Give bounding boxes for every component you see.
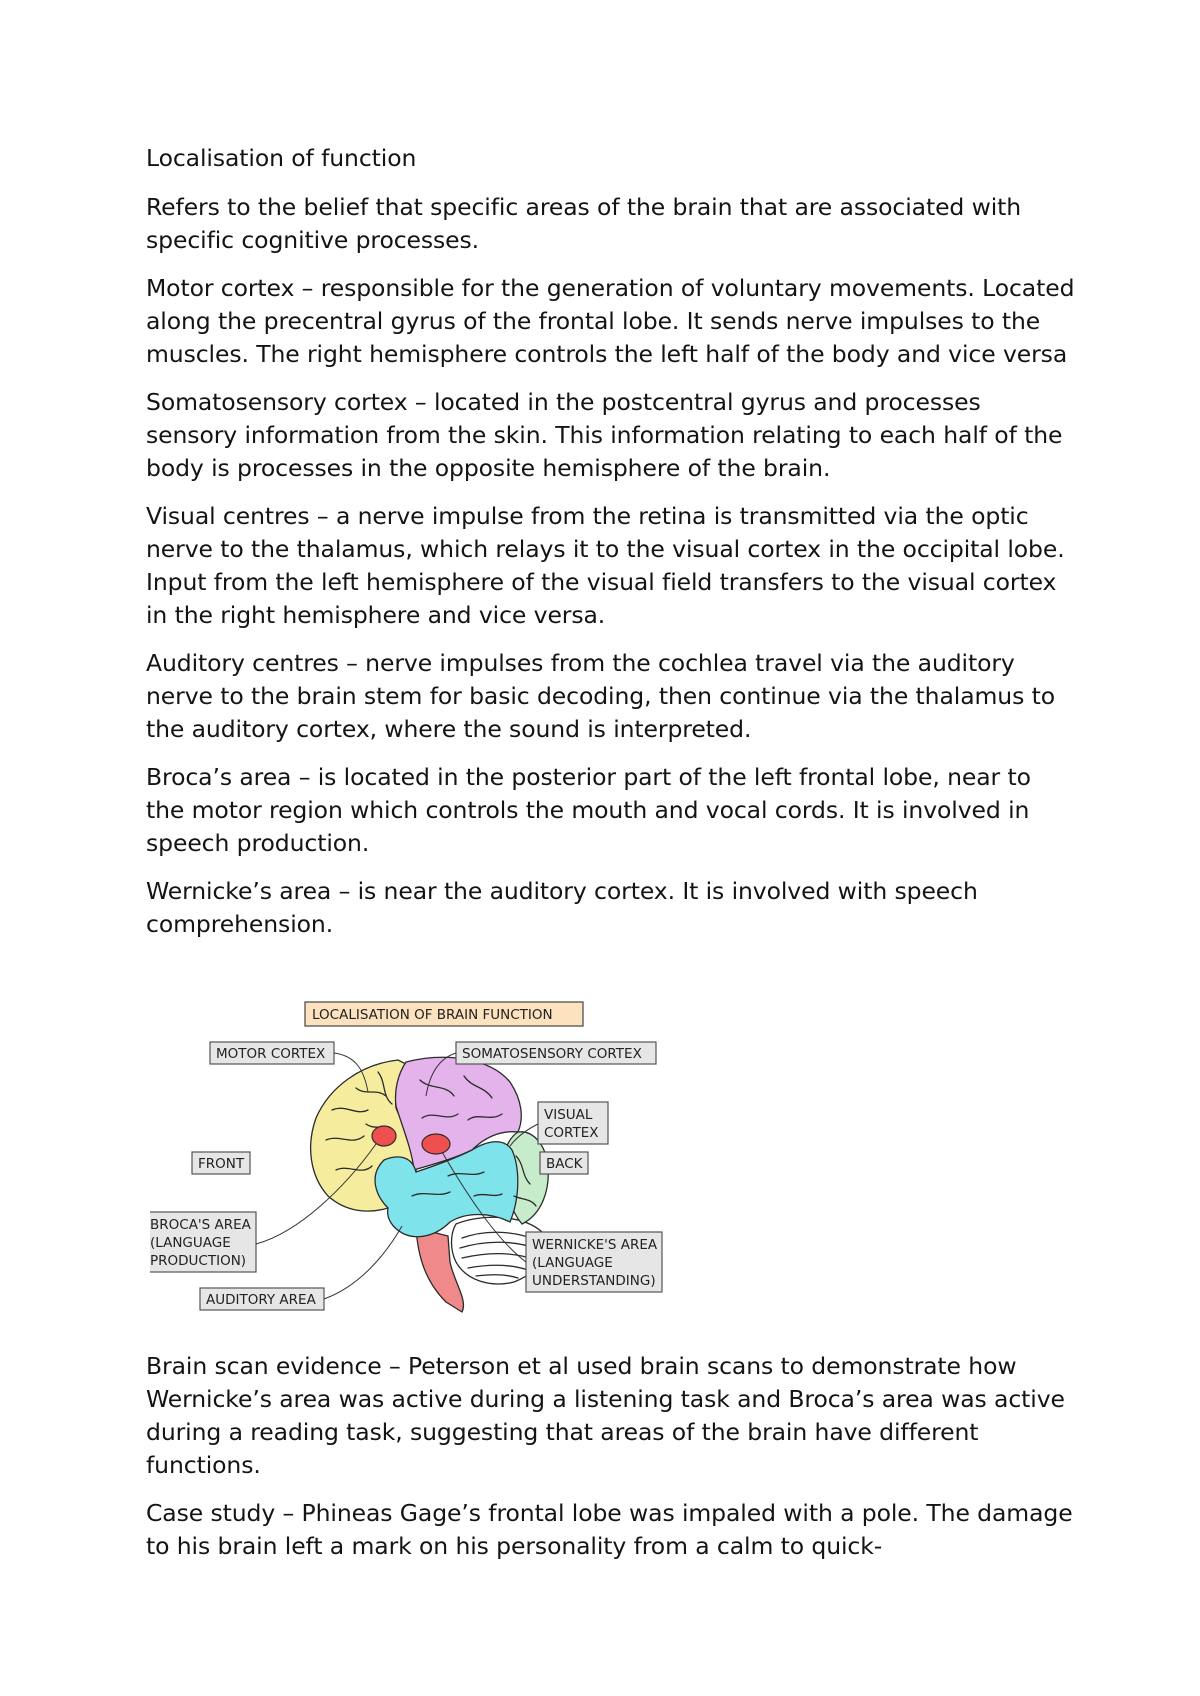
text-after-figure	[146, 1350, 1076, 1578]
label-front	[192, 1152, 250, 1174]
svg-text:PRODUCTION): PRODUCTION)	[150, 1253, 247, 1269]
svg-text:(LANGUAGE: (LANGUAGE	[150, 1235, 231, 1251]
wernickes-area-region	[422, 1134, 450, 1154]
svg-text:BACK: BACK	[546, 1156, 583, 1172]
figure-title	[305, 1002, 583, 1026]
paragraph-case-study: Case study – Phineas Gage’s frontal lobe was impaled with a pole. The damage to his brain left a mark on his personality from a calm to quick-	[146, 1499, 1073, 1560]
svg-text:FRONT: FRONT	[198, 1156, 245, 1172]
svg-text:CORTEX: CORTEX	[544, 1125, 599, 1141]
label-back	[540, 1152, 588, 1174]
svg-text:UNDERSTANDING): UNDERSTANDING)	[532, 1273, 656, 1289]
figure-title-text: LOCALISATION OF BRAIN FUNCTION	[312, 1007, 553, 1023]
paragraph-somatosensory-cortex: Somatosensory cortex – located in the postcentral gyrus and processes sensory information from the skin. This information relating to each half of the body is processes in the opposite hemisphere of the brain.	[146, 388, 1063, 482]
paragraph-brain-scan-evidence: Brain scan evidence – Peterson et al used brain scans to demonstrate how Wernicke’s area was active during a listening task and Broca’s area was active during a reading task, suggesting that areas of the brain have different functions.	[146, 1352, 1065, 1479]
paragraph-brocas-area: Broca’s area – is located in the posterior part of the left frontal lobe, near to the motor region which controls the mouth and vocal cords. It is involved in speech production.	[146, 763, 1031, 857]
brocas-area-region	[372, 1126, 396, 1146]
svg-text:SOMATOSENSORY CORTEX: SOMATOSENSORY CORTEX	[462, 1046, 642, 1062]
svg-text:VISUAL: VISUAL	[544, 1107, 593, 1123]
document-title: Localisation of function	[146, 144, 417, 172]
brain-diagram-figure	[150, 1000, 730, 1335]
paragraph-visual-centres: Visual centres – a nerve impulse from the retina is transmitted via the optic nerve to the thalamus, which relays it to the visual cortex in the occipital lobe. Input from the left hemisphere of the visual field transfers to the visual cortex in the right hemisphere and vice versa.	[146, 502, 1065, 629]
brain-diagram	[150, 1000, 730, 1335]
svg-text:(LANGUAGE: (LANGUAGE	[532, 1255, 613, 1271]
svg-text:AUDITORY AREA: AUDITORY AREA	[206, 1292, 316, 1308]
svg-text:BROCA'S AREA: BROCA'S AREA	[150, 1217, 251, 1233]
text-before-figure	[146, 142, 1076, 956]
paragraph-auditory-centres: Auditory centres – nerve impulses from the cochlea travel via the auditory nerve to the brain stem for basic decoding, then continue via the thalamus to the auditory cortex, where the sound is interpreted.	[146, 649, 1055, 743]
svg-text:MOTOR CORTEX: MOTOR CORTEX	[216, 1046, 326, 1062]
paragraph-wernickes-area: Wernicke’s area – is near the auditory cortex. It is involved with speech comprehension.	[146, 877, 978, 938]
paragraph-motor-cortex: Motor cortex – responsible for the generation of voluntary movements. Located along the precentral gyrus of the frontal lobe. It sends nerve impulses to the muscles. The right hemisphere controls the left half of the body and vice versa	[146, 274, 1075, 368]
svg-text:WERNICKE'S AREA: WERNICKE'S AREA	[532, 1237, 658, 1253]
paragraph-definition: Refers to the belief that specific areas of the brain that are associated with specific cognitive processes.	[146, 193, 1022, 254]
